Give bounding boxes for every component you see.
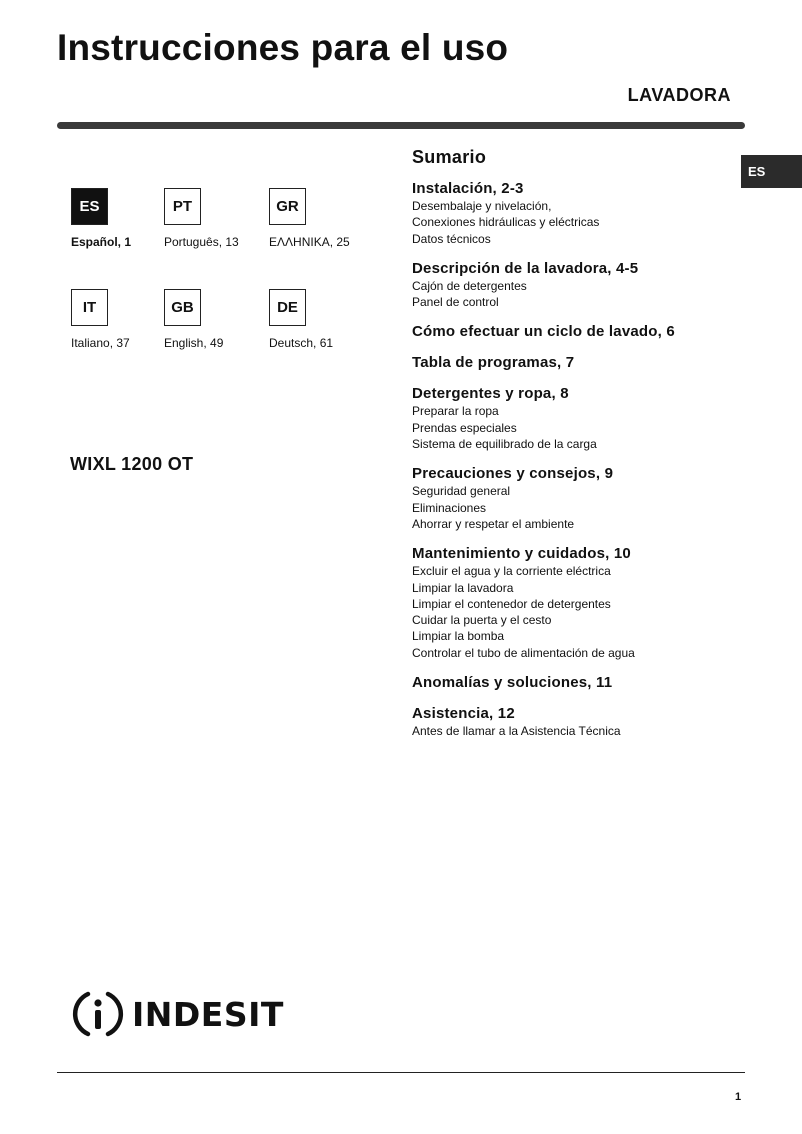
language-code-box: DE: [269, 289, 306, 326]
toc-section: [412, 180, 742, 247]
language-gb[interactable]: [164, 289, 274, 350]
toc-heading[interactable]: Anomalías y soluciones, 11: [412, 674, 613, 692]
toc-item[interactable]: Controlar el tubo de alimentación de agua: [412, 645, 635, 660]
toc-heading[interactable]: Tabla de programas, 7: [412, 354, 575, 372]
toc-section: [412, 465, 742, 532]
toc-item[interactable]: Limpiar el contenedor de detergentes: [412, 596, 611, 611]
brand-wordmark: INDESIT: [132, 994, 284, 1034]
top-divider: [57, 122, 745, 129]
language-code-box: GB: [164, 289, 201, 326]
toc-item[interactable]: Excluir el agua y la corriente eléctrica: [412, 564, 611, 579]
toc-item[interactable]: Limpiar la lavadora: [412, 580, 514, 595]
toc-section: [412, 545, 742, 661]
toc-item[interactable]: Limpiar la bomba: [412, 629, 505, 644]
toc-item[interactable]: Sistema de equilibrado de la carga: [412, 437, 597, 452]
toc-section: [412, 260, 742, 311]
toc-item[interactable]: Preparar la ropa: [412, 404, 499, 419]
page-title: Instrucciones para el uso: [57, 27, 509, 68]
language-label: Italiano, 37: [71, 336, 130, 350]
toc-item[interactable]: Seguridad general: [412, 484, 511, 499]
toc-item[interactable]: Desembalaje y nivelación,: [412, 199, 552, 213]
language-gr[interactable]: [269, 188, 379, 249]
toc-item[interactable]: Cuidar la puerta y el cesto: [412, 613, 552, 628]
indesit-logo-icon: [72, 988, 124, 1040]
toc-heading[interactable]: Detergentes y ropa, 8: [412, 385, 569, 403]
product-type: LAVADORA: [627, 85, 731, 105]
toc-item[interactable]: Prendas especiales: [412, 420, 517, 435]
toc-item[interactable]: Panel de control: [412, 295, 499, 310]
toc-item[interactable]: Conexiones hidráulicas y eléctricas: [412, 215, 600, 230]
toc-heading[interactable]: Mantenimiento y cuidados, 10: [412, 545, 631, 563]
language-label: ΕΛΛΗΝΙΚΑ, 25: [269, 235, 350, 249]
toc-section: [412, 705, 742, 739]
toc-heading[interactable]: Instalación, 2-3: [412, 180, 524, 197]
language-label: Español, 1: [71, 235, 132, 249]
language-code-box: PT: [164, 188, 201, 225]
toc-item[interactable]: Ahorrar y respetar el ambiente: [412, 516, 575, 531]
toc-item[interactable]: Eliminaciones: [412, 500, 487, 515]
language-label: Deutsch, 61: [269, 336, 334, 350]
toc-heading[interactable]: Precauciones y consejos, 9: [412, 465, 614, 483]
language-de[interactable]: [269, 289, 379, 350]
toc-sections: [412, 180, 742, 739]
toc-section: [412, 323, 742, 341]
brand-logo: [72, 988, 284, 1040]
page-number: 1: [735, 1091, 742, 1103]
toc-heading[interactable]: Descripción de la lavadora, 4-5: [412, 259, 639, 277]
toc-section: [412, 354, 742, 372]
model-number: WIXL 1200 OT: [70, 454, 194, 474]
toc-item[interactable]: Datos técnicos: [412, 231, 491, 246]
toc-title: Sumario: [412, 147, 487, 167]
language-label: Português, 13: [164, 235, 239, 249]
toc-section: [412, 674, 742, 692]
language-pt[interactable]: [164, 188, 274, 249]
language-code-box: ES: [71, 188, 108, 225]
table-of-contents: [412, 147, 742, 752]
toc-heading[interactable]: Cómo efectuar un ciclo de lavado, 6: [412, 323, 675, 341]
toc-section: [412, 385, 742, 452]
toc-item[interactable]: Cajón de detergentes: [412, 278, 527, 293]
bottom-divider: [57, 1072, 745, 1073]
language-code-box: GR: [269, 188, 306, 225]
language-side-tab: ES: [741, 155, 802, 188]
toc-item[interactable]: Antes de llamar a la Asistencia Técnica: [412, 724, 621, 739]
toc-heading[interactable]: Asistencia, 12: [412, 705, 515, 723]
language-code-box: IT: [71, 289, 108, 326]
language-label: English, 49: [164, 336, 224, 350]
